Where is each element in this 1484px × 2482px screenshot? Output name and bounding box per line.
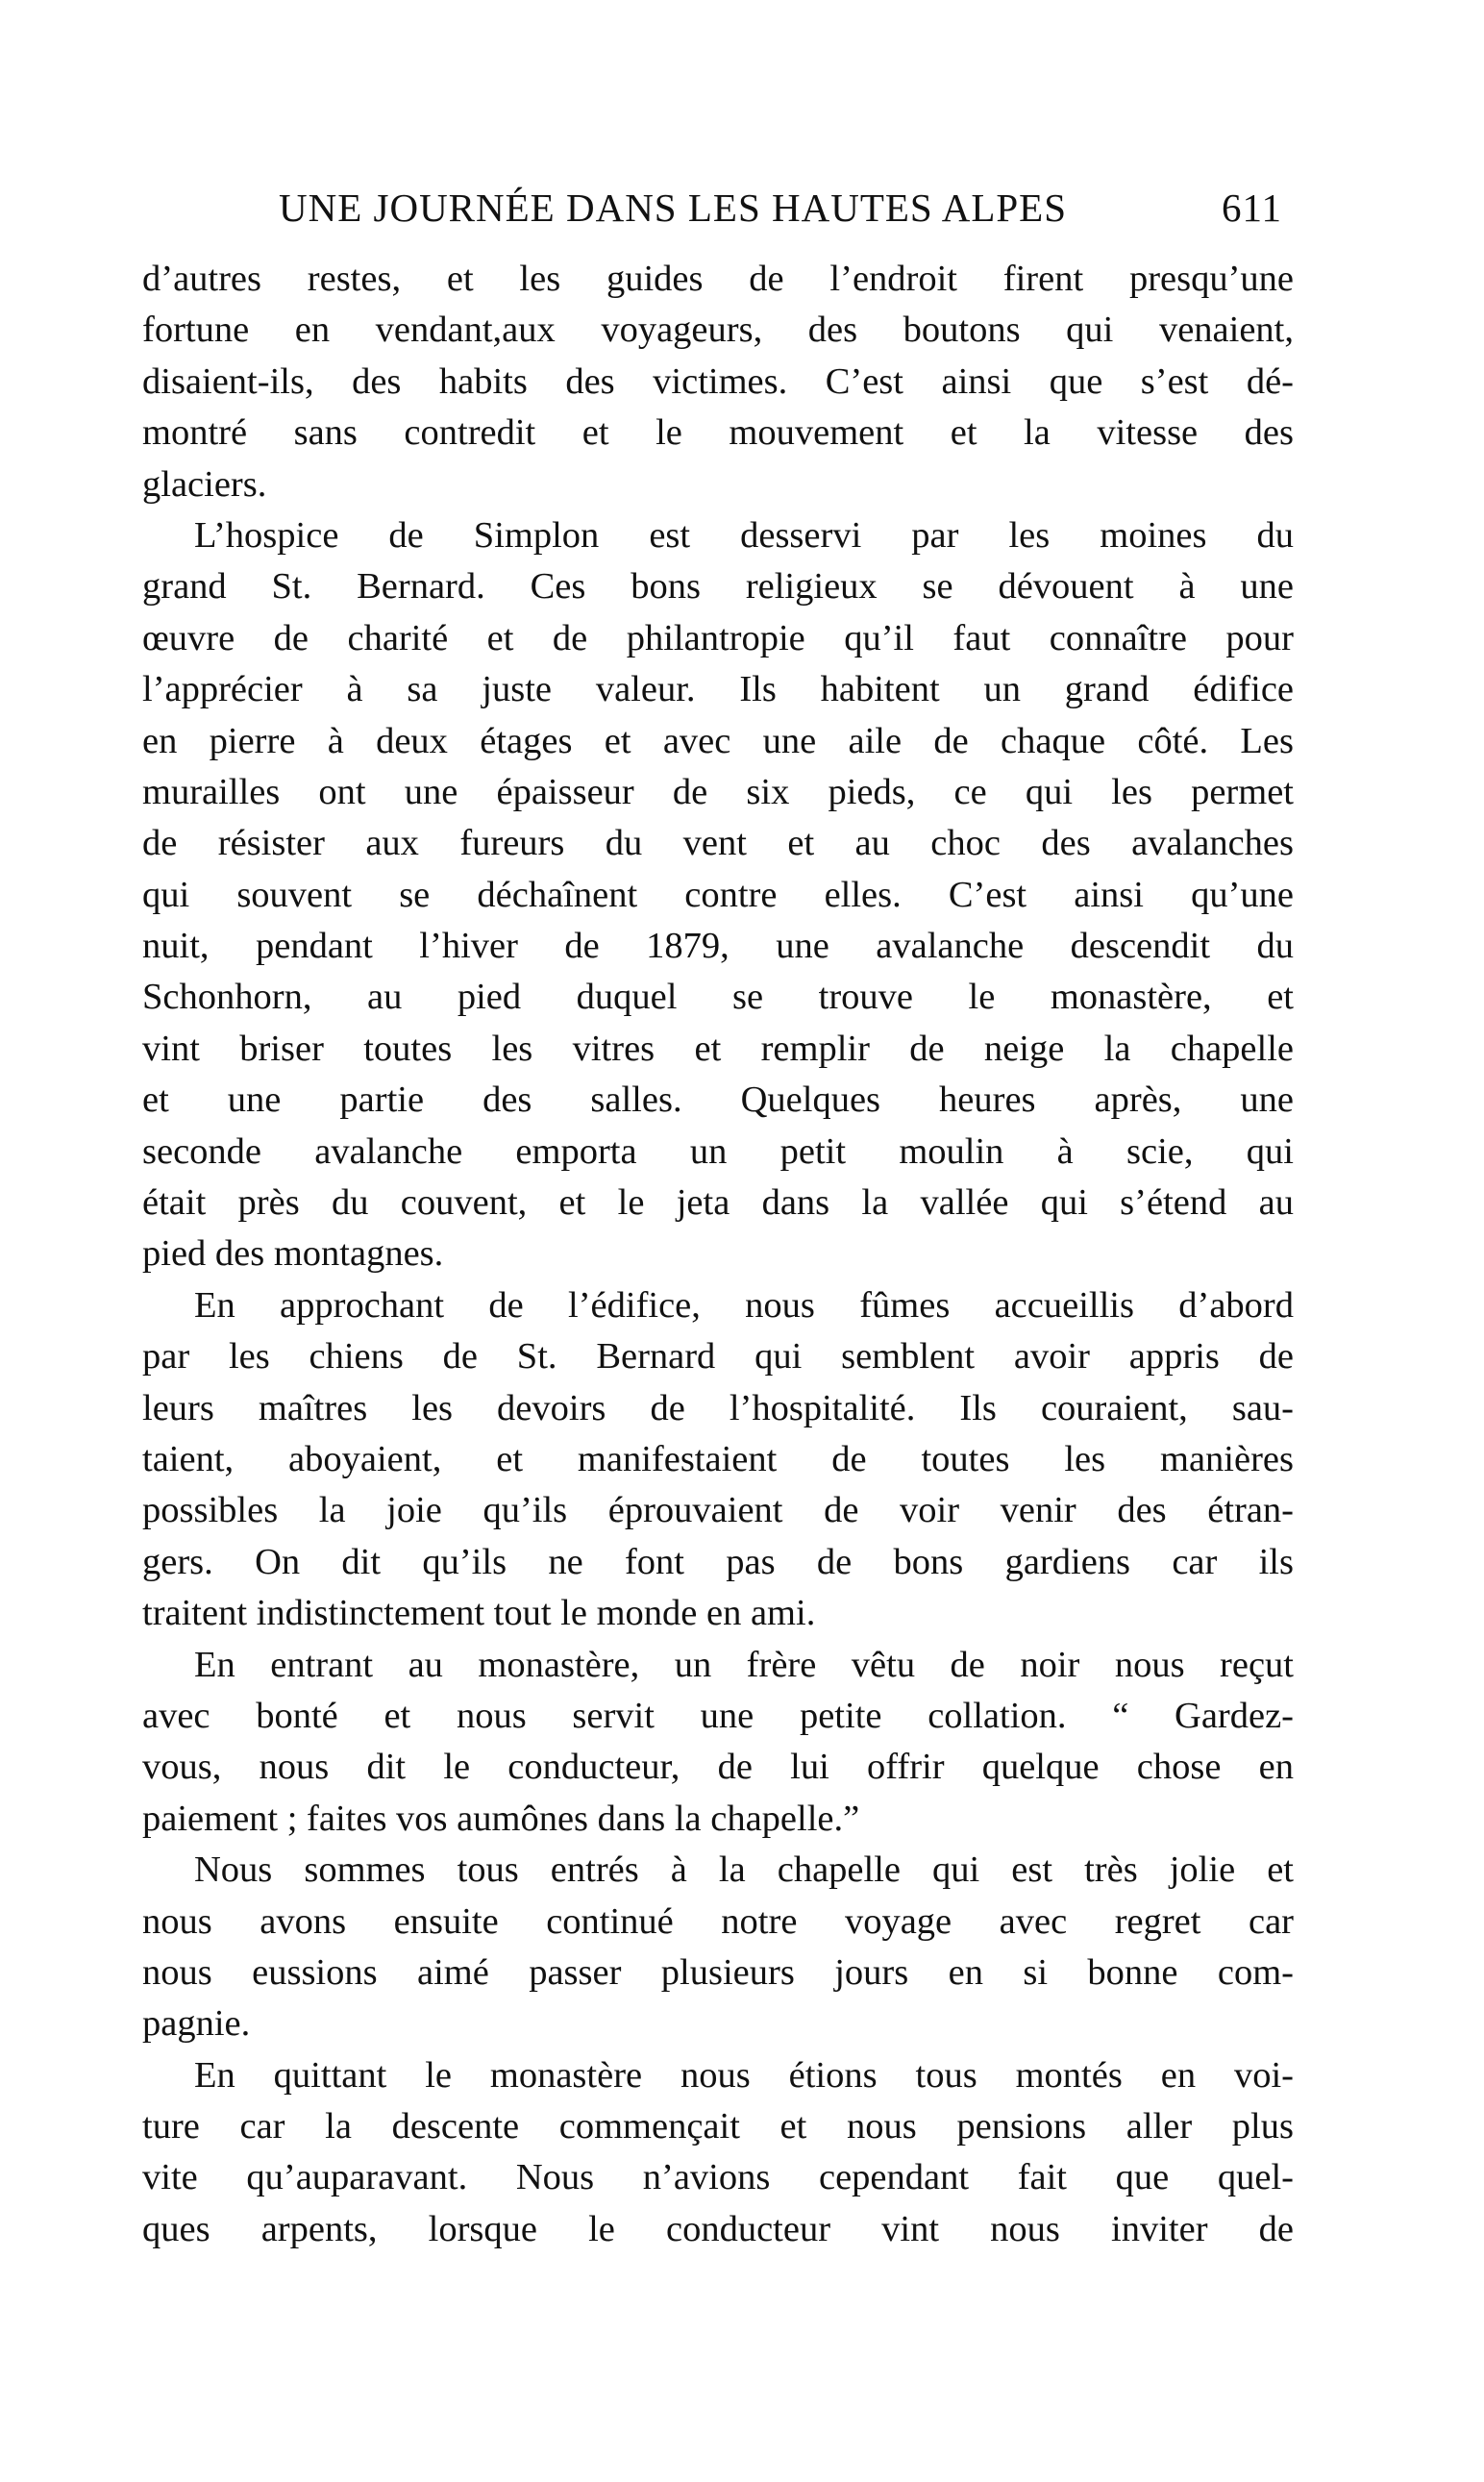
text-line: possibles la joie qu’ils éprouvaient de voir venir des étran-: [142, 1490, 1294, 1531]
text-line: ture car la descente commençait et nous pensions aller plus: [142, 2106, 1294, 2147]
text-line: pagnie.: [142, 2003, 251, 2045]
text-line: L’hospice de Simplon est desservi par les moines du: [194, 514, 1294, 556]
text-line: traitent indistinctement tout le monde en ami.: [142, 1593, 816, 1634]
text-line: était près du couvent, et le jeta dans la vallée qui s’étend au: [142, 1182, 1294, 1224]
text-line: paiement ; faites vos aumônes dans la chapelle.”: [142, 1798, 860, 1839]
text-line: œuvre de charité et de philantropie qu’il faut connaître pour: [142, 617, 1294, 658]
running-head: [142, 185, 1294, 236]
text-line: fortune en vendant,aux voyageurs, des boutons qui venaient,: [142, 310, 1294, 351]
text-line: qui souvent se déchaînent contre elles. C’est ainsi qu’une: [142, 874, 1294, 915]
text-line: glaciers.: [142, 463, 267, 505]
text-line: en pierre à deux étages et avec une aile de chaque côté. Les: [142, 720, 1294, 761]
text-line: grand St. Bernard. Ces bons religieux se dévouent à une: [142, 566, 1294, 608]
text-line: En approchant de l’édifice, nous fûmes accueillis d’abord: [194, 1284, 1294, 1326]
text-line: En quittant le monastère nous étions tous montés en voi-: [194, 2054, 1294, 2096]
page-number: 611: [1222, 186, 1282, 230]
text-line: disaient-ils, des habits des victimes. C’est ainsi que s’est dé-: [142, 360, 1294, 402]
text-line: pied des montagnes.: [142, 1233, 444, 1275]
text-line: nous eussions aimé passer plusieurs jours en si bonne com-: [142, 1951, 1294, 1993]
running-title: UNE JOURNÉE DANS LES HAUTES ALPES: [279, 186, 1068, 230]
text-line: Nous sommes tous entrés à la chapelle qui est très jolie et: [194, 1849, 1294, 1891]
text-line: de résister aux fureurs du vent et au choc des avalanches: [142, 823, 1294, 864]
text-line: vous, nous dit le conducteur, de lui offrir quelque chose en: [142, 1747, 1294, 1788]
text-line: ques arpents, lorsque le conducteur vint nous inviter de: [142, 2208, 1294, 2249]
text-line: vint briser toutes les vitres et remplir de neige la chapelle: [142, 1028, 1294, 1069]
text-line: l’apprécier à sa juste valeur. Ils habitent un grand édifice: [142, 669, 1294, 710]
text-line: nous avons ensuite continué notre voyage avec regret car: [142, 1900, 1294, 1942]
text-line: murailles ont une épaisseur de six pieds, ce qui les permet: [142, 771, 1294, 812]
text-line: Schonhorn, au pied duquel se trouve le monastère, et: [142, 977, 1294, 1018]
body-text: [142, 254, 1294, 2255]
text-line: leurs maîtres les devoirs de l’hospitalité. Ils couraient, sau-: [142, 1387, 1294, 1428]
text-line: nuit, pendant l’hiver de 1879, une avalanche descendit du: [142, 926, 1294, 967]
text-line: seconde avalanche emporta un petit moulin à scie, qui: [142, 1130, 1294, 1172]
text-line: par les chiens de St. Bernard qui semblent avoir appris de: [142, 1336, 1294, 1378]
text-line: d’autres restes, et les guides de l’endroit firent presqu’une: [142, 259, 1294, 299]
text-line: gers. On dit qu’ils ne font pas de bons gardiens car ils: [142, 1541, 1294, 1582]
text-line: vite qu’auparavant. Nous n’avions cependant fait que quel-: [142, 2157, 1294, 2198]
text-line: taient, aboyaient, et manifestaient de toutes les manières: [142, 1438, 1294, 1479]
text-line: montré sans contredit et le mouvement et la vitesse des: [142, 412, 1294, 454]
text-line: et une partie des salles. Quelques heures après, une: [142, 1080, 1294, 1121]
text-line: avec bonté et nous servit une petite collation. “ Gardez-: [142, 1695, 1294, 1736]
text-line: En entrant au monastère, un frère vêtu de noir nous reçut: [194, 1644, 1294, 1685]
